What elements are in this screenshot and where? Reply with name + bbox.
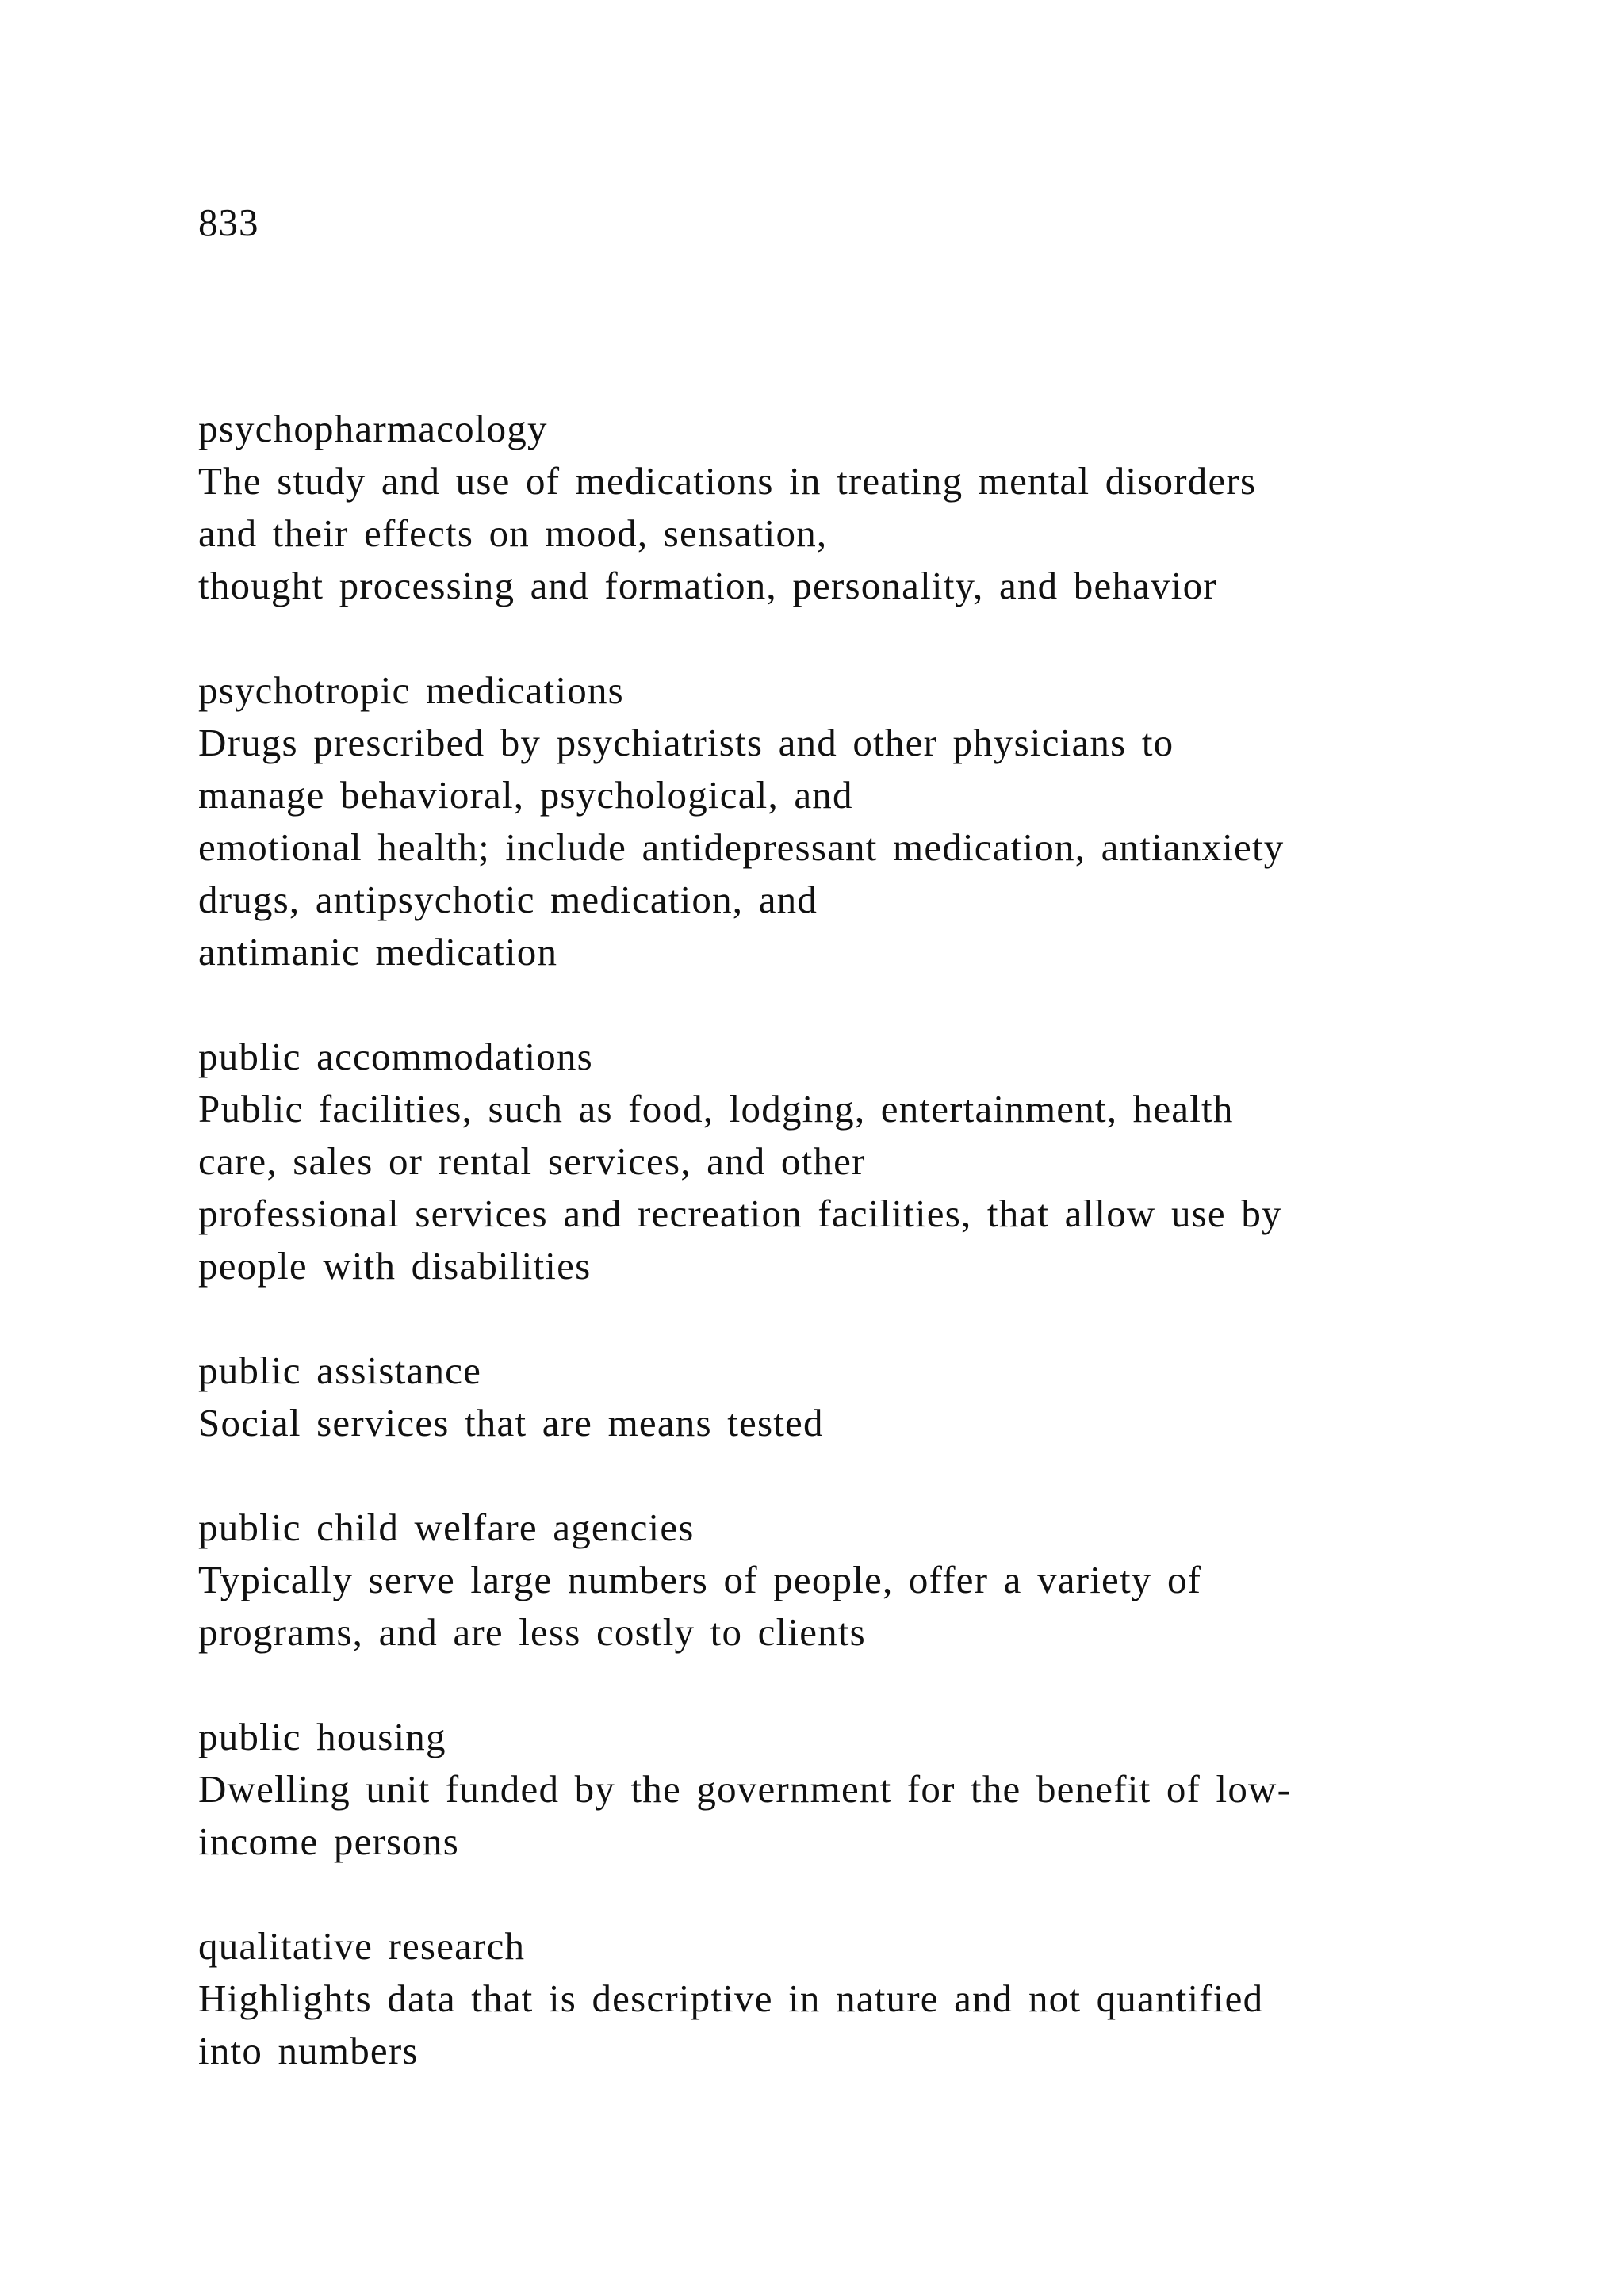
glossary-entry <box>198 1502 1435 1659</box>
glossary-term: psychopharmacology <box>198 407 548 450</box>
definition-line: income persons <box>198 1820 459 1863</box>
definition-line: care, sales or rental services, and other <box>198 1139 866 1183</box>
definition-line: Public facilities, such as food, lodging, entertainment, health <box>198 1087 1234 1131</box>
glossary-entry <box>198 1345 1435 1449</box>
definition-line: professional services and recreation facilities, that allow use by <box>198 1192 1282 1235</box>
glossary-entry <box>198 1711 1435 1868</box>
definition-line: antimanic medication <box>198 930 558 974</box>
definition-line: thought processing and formation, personality, and behavior <box>198 564 1217 607</box>
definition-line: Social services that are means tested <box>198 1401 824 1445</box>
glossary-entry <box>198 403 1435 612</box>
definition-line: into numbers <box>198 2029 419 2072</box>
definition-line: Typically serve large numbers of people, offer a variety of <box>198 1558 1202 1601</box>
definition-line: drugs, antipsychotic medication, and <box>198 878 818 921</box>
definition-line: and their effects on mood, sensation, <box>198 511 828 555</box>
glossary-term: public accommodations <box>198 1035 593 1078</box>
definition-line: people with disabilities <box>198 1244 592 1288</box>
glossary-term: public child welfare agencies <box>198 1506 695 1549</box>
definition-line: Drugs prescribed by psychiatrists and other physicians to <box>198 721 1174 764</box>
definition-line: Dwelling unit funded by the government for the benefit of low- <box>198 1767 1292 1811</box>
glossary-entries <box>198 403 1435 2130</box>
page-number: 833 <box>198 201 259 244</box>
glossary-term: public housing <box>198 1715 446 1758</box>
glossary-entry <box>198 1031 1435 1292</box>
glossary-term: psychotropic medications <box>198 668 624 712</box>
definition-line: emotional health; include antidepressant medication, antianxiety <box>198 825 1285 869</box>
glossary-entry <box>198 664 1435 978</box>
definition-line: manage behavioral, psychological, and <box>198 773 853 817</box>
definition-line: The study and use of medications in treating mental disorders <box>198 459 1257 503</box>
glossary-term: qualitative research <box>198 1924 526 1968</box>
glossary-term: public assistance <box>198 1349 482 1392</box>
glossary-entry <box>198 1920 1435 2077</box>
definition-line: Highlights data that is descriptive in nature and not quantified <box>198 1976 1264 2020</box>
definition-line: programs, and are less costly to clients <box>198 1610 866 1654</box>
